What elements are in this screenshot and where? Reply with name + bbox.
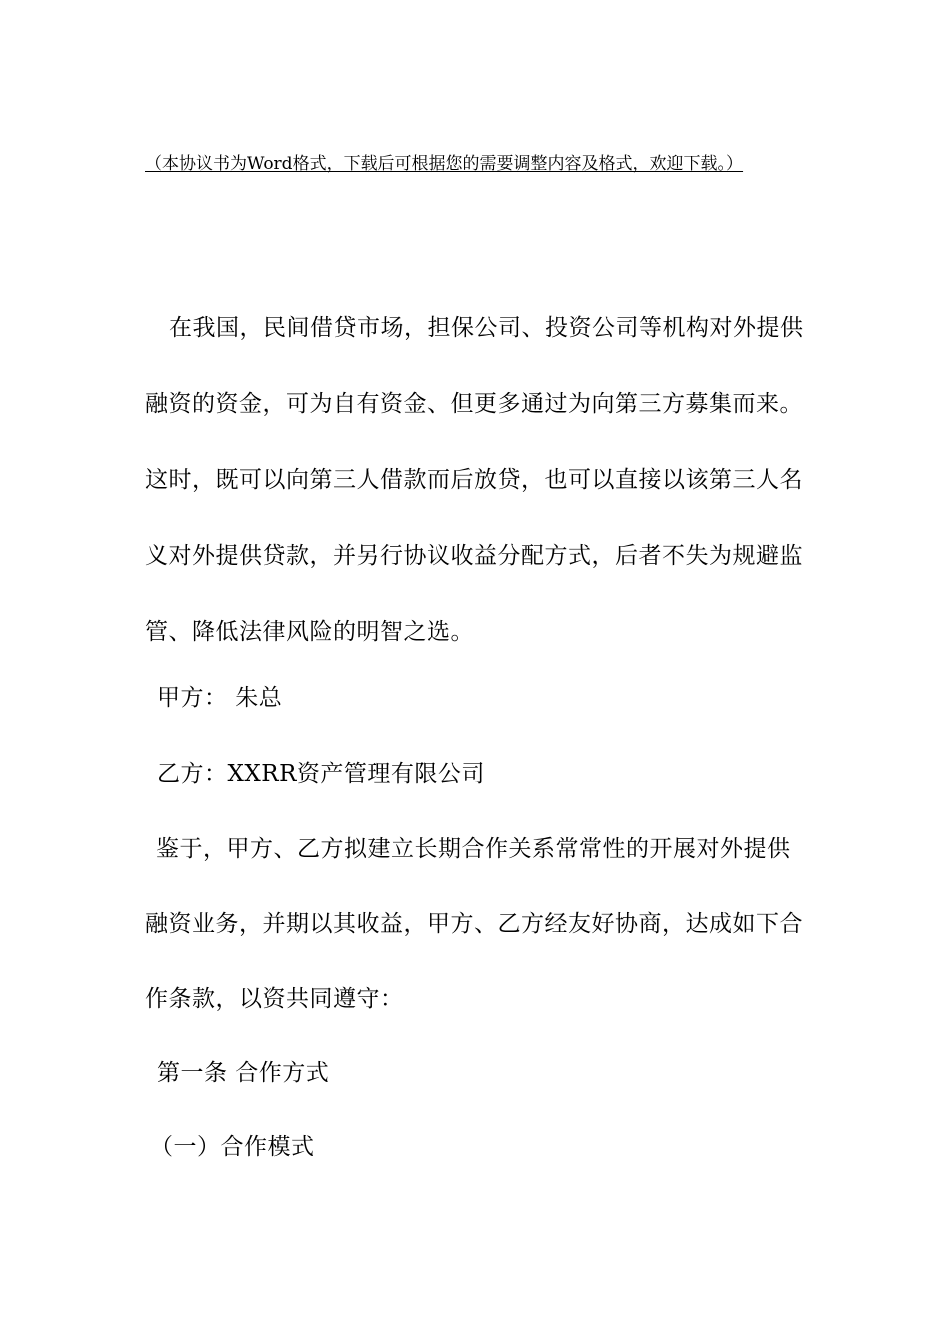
section-1-heading: （一）合作模式 [150,1134,315,1160]
download-notice: （本协议书为Word格式，下载后可根据您的需要调整内容及格式，欢迎下载。） [145,154,744,174]
intro-paragraph: 在我国，民间借贷市场，担保公司、投资公司等机构对外提供融资的资金，可为自有资金、但更多通过为向第三方募集而来。这时，既可以向第三人借款而后放贷，也可以直接以该第三人名义对外提供贷款，并另行协议收益分配方式，后者不失为规避监管、降低法律风险的明智之选。 [145,315,804,645]
article-1-heading: 第一条 合作方式 [157,1060,330,1086]
party-a-line: 甲方： 朱总 [157,685,283,711]
whereas-paragraph: 鉴于，甲方、乙方拟建立长期合作关系常常性的开展对外提供融资业务，并期以其收益，甲方、乙方经友好协商，达成如下合作条款，以资共同遵守： [145,836,803,1012]
party-b-line: 乙方：XXRR资产管理有限公司 [157,761,485,787]
